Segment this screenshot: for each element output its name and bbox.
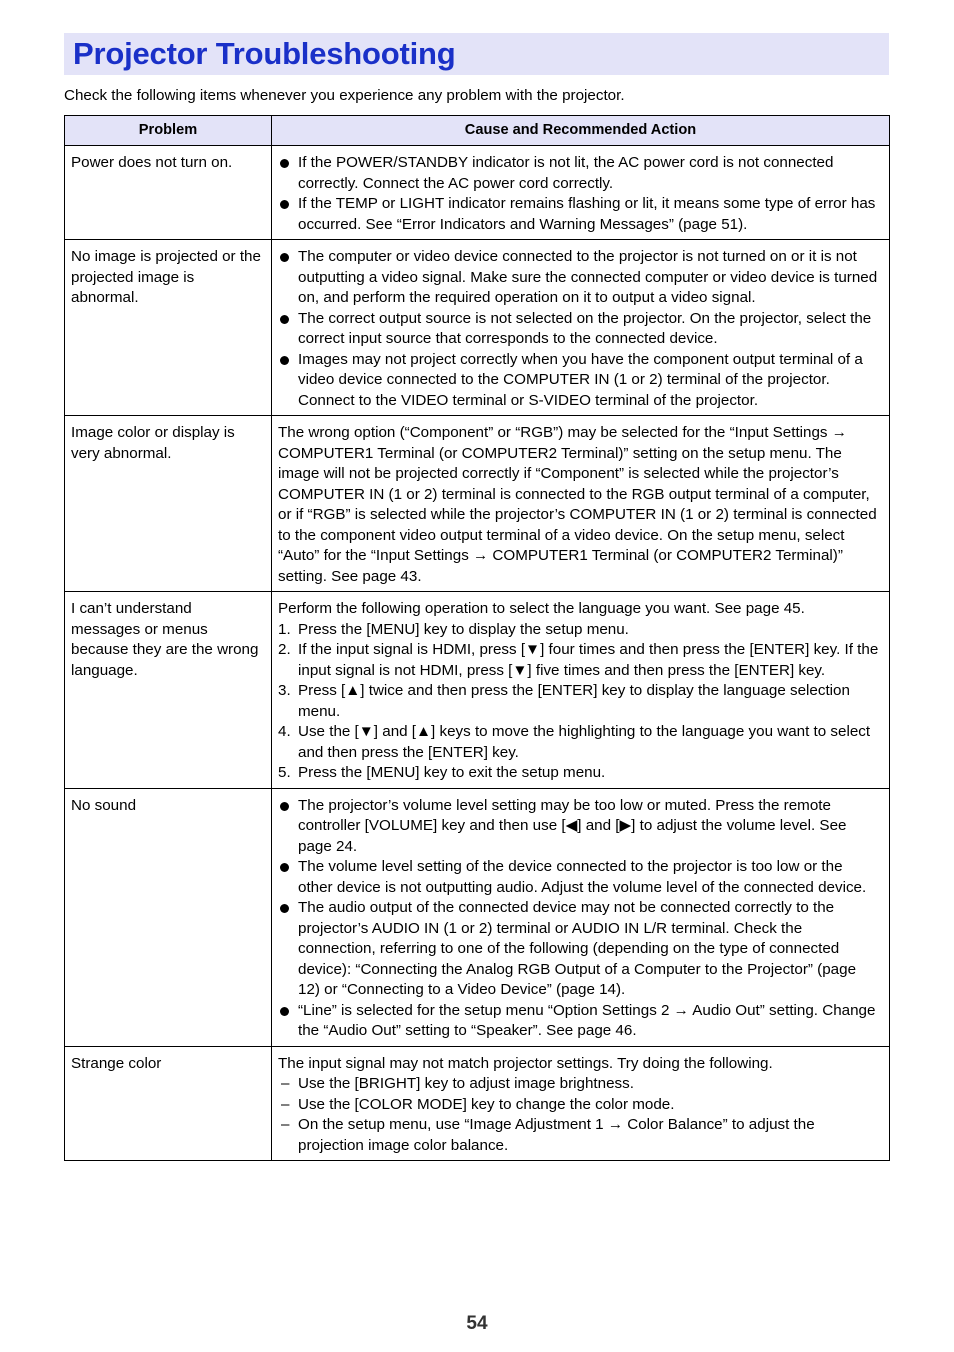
bullet-icon [280, 863, 289, 872]
problem-cell: Image color or display is very abnormal. [65, 416, 272, 592]
title-bar [64, 33, 889, 75]
bullet-text: Images may not project correctly when you have the component output terminal of a video device connected to the COMPUTER IN (1 or 2) terminal of the projector. Connect to the VIDEO terminal or S-VIDEO terminal of the projector. [298, 350, 863, 409]
table-row [65, 1046, 890, 1161]
table-row [65, 146, 890, 240]
bullet-item [278, 309, 881, 350]
table-row [65, 788, 890, 1046]
intro-text: Check the following items whenever you experience any problem with the projector. [64, 87, 625, 104]
problem-cell: Strange color [65, 1046, 272, 1161]
page-title: Projector Troubleshooting [73, 36, 456, 71]
cause-cell [272, 240, 890, 416]
bullet-icon [280, 159, 289, 168]
step-text: If the input signal is HDMI, press [▼] four times and then press the [ENTER] key. If the input signal is not HDMI, press [▼] five times and then press the [ENTER] key. [298, 641, 879, 679]
bullet-item [278, 796, 881, 858]
bullet-text: The volume level setting of the device connected to the projector is too low or the other device is not outputting audio. Adjust the volume level of the connected device. [298, 858, 867, 896]
step-text: Press [▲] twice and then press the [ENTER] key to display the language selection menu. [298, 682, 850, 720]
step-number: 5. [278, 764, 291, 781]
header-problem: Problem [65, 116, 272, 146]
cause-cell: The wrong option (“Component” or “RGB”) may be selected for the “Input Settings → COMPUTER1 Terminal (or COMPUTER2 Terminal)” setting on the setup menu. The image will not be projected correctly if “Component” is selected while the projector’s COMPUTER IN (1 or 2) terminal is connected to the RGB output terminal of a computer, or if “RGB” is selected while the projector’s COMPUTER IN (1 or 2) terminal is connected to the component video output terminal of a video device. On the setup menu, select “Auto” for the “Input Settings → COMPUTER1 Terminal (or COMPUTER2 Terminal)” setting. See page 43. [272, 416, 890, 592]
step-text: Use the [▼] and [▲] keys to move the highlighting to the language you want to select and then press the [ENTER] key. [298, 723, 871, 761]
bullet-item [278, 1001, 881, 1042]
step-number: 1. [278, 620, 291, 638]
bullet-list [278, 796, 881, 1042]
bullet-list [278, 153, 881, 235]
table-header-row [65, 116, 890, 146]
step-text: Press the [MENU] key to exit the setup menu. [298, 764, 606, 781]
bullet-text: The audio output of the connected device may not be connected correctly to the projector’s AUDIO IN (1 or 2) terminal or AUDIO IN L/R terminal. Check the connection, referring to one of the following (depending on the type of connected device): “Connecting the Analog RGB Output of a Computer to the Projector” (page 12) or “Connecting to a Video Device” (page 14). [298, 899, 857, 998]
bullet-item [278, 153, 881, 194]
dash-icon: – [281, 1095, 290, 1113]
dash-item [278, 1115, 881, 1156]
step-number: 2. [278, 641, 291, 658]
cause-lead: The input signal may not match projector settings. Try doing the following. [278, 1054, 773, 1072]
step-item [278, 640, 881, 681]
dash-icon: – [281, 1116, 290, 1133]
bullet-text: If the POWER/STANDBY indicator is not lit, the AC power cord is not connected correctly. Connect the AC power cord correctly. [298, 154, 834, 192]
dash-text: On the setup menu, use “Image Adjustment 1 → Color Balance” to adjust the projection image color balance. [298, 1116, 815, 1154]
cause-cell [272, 146, 890, 240]
header-cause: Cause and Recommended Action [272, 116, 890, 146]
bullet-item [278, 194, 881, 235]
bullet-icon [280, 802, 289, 811]
step-item [278, 722, 881, 763]
step-item [278, 763, 881, 784]
bullet-item [278, 350, 881, 412]
table-row [65, 416, 890, 592]
cause-lead: Perform the following operation to select the language you want. See page 45. [278, 600, 805, 617]
problem-cell: No image is projected or the projected image is abnormal. [65, 240, 272, 416]
cause-cell [272, 788, 890, 1046]
bullet-item [278, 898, 881, 1001]
dash-item [278, 1095, 881, 1116]
bullet-icon [280, 253, 289, 262]
step-number: 3. [278, 682, 291, 699]
troubleshooting-table [64, 115, 890, 1161]
table-row [65, 240, 890, 416]
step-item [278, 681, 881, 722]
cause-cell [272, 1046, 890, 1161]
bullet-text: The computer or video device connected to the projector is not turned on or it is not outputting a video signal. Make sure the connected computer or video device is turned on, and perform the required operation on it to output a video signal. [298, 248, 878, 306]
table-row [65, 592, 890, 789]
bullet-text: The projector’s volume level setting may be too low or muted. Press the remote controller [VOLUME] key and then use [◀] and [▶] to adjust the volume level. See page 24. [298, 796, 847, 855]
bullet-icon [280, 200, 289, 209]
page-number: 54 [466, 1313, 488, 1334]
bullet-item [278, 247, 881, 309]
bullet-icon [280, 315, 289, 324]
step-number: 4. [278, 723, 291, 740]
cause-cell [272, 592, 890, 789]
bullet-list [278, 247, 881, 411]
problem-cell: I can’t understand messages or menus because they are the wrong language. [65, 592, 272, 789]
dash-text: Use the [COLOR MODE] key to change the color mode. [298, 1095, 675, 1113]
step-item [278, 620, 881, 641]
bullet-text: The correct output source is not selected on the projector. On the projector, select the correct input source that corresponds to the connected device. [298, 309, 872, 347]
problem-cell: No sound [65, 788, 272, 1046]
bullet-icon [280, 356, 289, 365]
bullet-item [278, 857, 881, 898]
bullet-icon [280, 904, 289, 913]
bullet-icon [280, 1007, 289, 1016]
dash-icon: – [281, 1075, 290, 1092]
step-text: Press the [MENU] key to display the setup menu. [298, 620, 629, 638]
bullet-text: “Line” is selected for the setup menu “Option Settings 2 → Audio Out” setting. Change the “Audio Out” setting to “Speaker”. See page 46. [298, 1001, 876, 1039]
dash-item [278, 1074, 881, 1095]
dash-list [278, 1074, 881, 1156]
problem-cell: Power does not turn on. [65, 146, 272, 240]
dash-text: Use the [BRIGHT] key to adjust image brightness. [298, 1075, 634, 1092]
step-list [278, 620, 881, 784]
bullet-text: If the TEMP or LIGHT indicator remains flashing or lit, it means some type of error has occurred. See “Error Indicators and Warning Messages” (page 51). [298, 195, 876, 233]
